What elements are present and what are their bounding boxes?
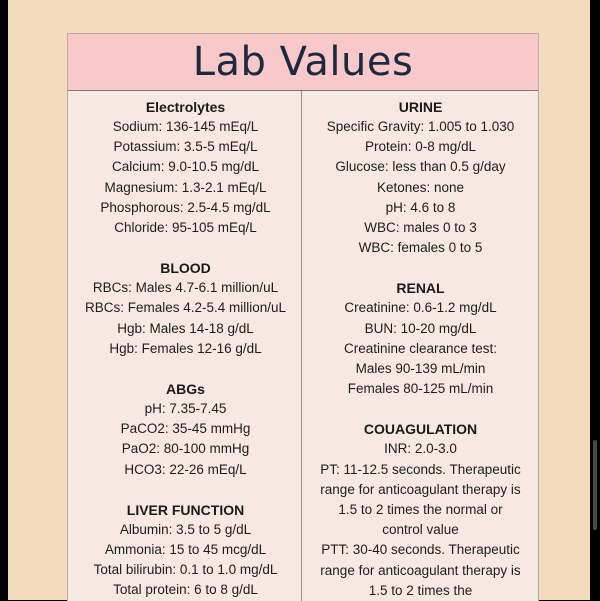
lab-value-line: BUN: 10-20 mg/dL bbox=[364, 320, 477, 336]
lab-value-line: WBC: females 0 to 5 bbox=[358, 240, 483, 256]
section-blood bbox=[68, 258, 303, 359]
section-renal bbox=[303, 278, 538, 399]
lab-value-line: PaO2: 80-100 mmHg bbox=[121, 441, 250, 457]
lab-value-line: control value bbox=[382, 522, 459, 538]
lab-value-line: 1.5 to 2 times the bbox=[368, 582, 473, 598]
lab-value-line: RBCs: Females 4.2-5.4 million/uL bbox=[84, 300, 287, 316]
lab-value-line: Albumin: 3.5 to 5 g/dL bbox=[119, 521, 252, 537]
section-heading: RENAL bbox=[396, 280, 445, 297]
lab-value-line: Total bilirubin: 0.1 to 1.0 mg/dL bbox=[93, 562, 278, 578]
lab-value-line: WBC: males 0 to 3 bbox=[364, 220, 477, 236]
section-electrolytes bbox=[68, 97, 303, 238]
title-banner bbox=[68, 34, 538, 91]
lab-value-line: Ketones: none bbox=[376, 179, 465, 195]
left-column bbox=[68, 91, 303, 601]
lab-value-line: pH: 4.6 to 8 bbox=[385, 199, 456, 215]
scrollbar-thumb[interactable] bbox=[593, 440, 597, 530]
lab-value-line: Total protein: 6 to 8 g/dL bbox=[113, 582, 258, 598]
lab-value-line: range for anticoagulant therapy is bbox=[320, 481, 521, 497]
lab-value-line: Males 90-139 mL/min bbox=[355, 361, 486, 377]
section-abgs bbox=[68, 379, 303, 480]
lab-value-line: HCO3: 22-26 mEq/L bbox=[124, 461, 247, 477]
section-couagulation bbox=[303, 419, 538, 601]
lab-value-line: range for anticoagulant therapy is bbox=[320, 562, 521, 578]
lab-value-line: Potassium: 3.5-5 mEq/L bbox=[113, 139, 258, 155]
lab-value-line: Creatinine: 0.6-1.2 mg/dL bbox=[344, 300, 497, 316]
lab-value-line: pH: 7.35-7.45 bbox=[144, 401, 227, 417]
column-divider bbox=[301, 91, 302, 601]
section-urine bbox=[303, 97, 538, 258]
lab-value-line: Magnesium: 1.3-2.1 mEq/L bbox=[104, 179, 267, 195]
lab-value-line: 1.5 to 2 times the normal or bbox=[338, 502, 503, 518]
lab-value-line: INR: 2.0-3.0 bbox=[384, 441, 457, 457]
lab-values-card bbox=[67, 33, 539, 601]
lab-value-line: Calcium: 9.0-10.5 mg/dL bbox=[111, 159, 260, 175]
section-liver-function bbox=[68, 500, 303, 601]
section-heading: LIVER FUNCTION bbox=[126, 501, 245, 518]
section-heading: URINE bbox=[398, 99, 443, 115]
lab-value-line: RBCs: Males 4.7-6.1 million/uL bbox=[92, 280, 279, 296]
lab-value-line: Chloride: 95-105 mEq/L bbox=[114, 220, 257, 236]
columns bbox=[68, 91, 538, 601]
lab-value-line: Ammonia: 15 to 45 mcg/dL bbox=[104, 542, 267, 558]
section-heading: ABGs bbox=[166, 381, 205, 398]
document-page bbox=[8, 0, 590, 600]
lab-value-line: Creatinine clearance test: bbox=[343, 340, 498, 356]
lab-value-line: Phosphorous: 2.5-4.5 mg/dL bbox=[100, 199, 271, 215]
lab-value-line: Hgb: Males 14-18 g/dL bbox=[117, 320, 254, 336]
right-column bbox=[303, 91, 538, 601]
lab-value-line: Specific Gravity: 1.005 to 1.030 bbox=[326, 119, 515, 134]
section-heading: BLOOD bbox=[160, 260, 211, 277]
lab-value-line: Protein: 0-8 mg/dL bbox=[364, 139, 477, 155]
section-heading: Electrolytes bbox=[145, 99, 226, 115]
lab-value-line: PTT: 30-40 seconds. Therapeutic bbox=[321, 542, 520, 558]
section-heading: COUAGULATION bbox=[363, 421, 478, 438]
lab-value-line: PaCO2: 35-45 mmHg bbox=[120, 421, 251, 437]
lab-value-line: Glucose: less than 0.5 g/day bbox=[335, 159, 506, 175]
lab-value-line: Females 80-125 mL/min bbox=[347, 381, 494, 397]
page-title: Lab Values bbox=[192, 39, 414, 85]
lab-value-line: Hgb: Females 12-16 g/dL bbox=[109, 340, 262, 356]
lab-value-line: PT: 11-12.5 seconds. Therapeutic bbox=[320, 461, 521, 477]
lab-value-line: Sodium: 136-145 mEq/L bbox=[112, 119, 259, 134]
